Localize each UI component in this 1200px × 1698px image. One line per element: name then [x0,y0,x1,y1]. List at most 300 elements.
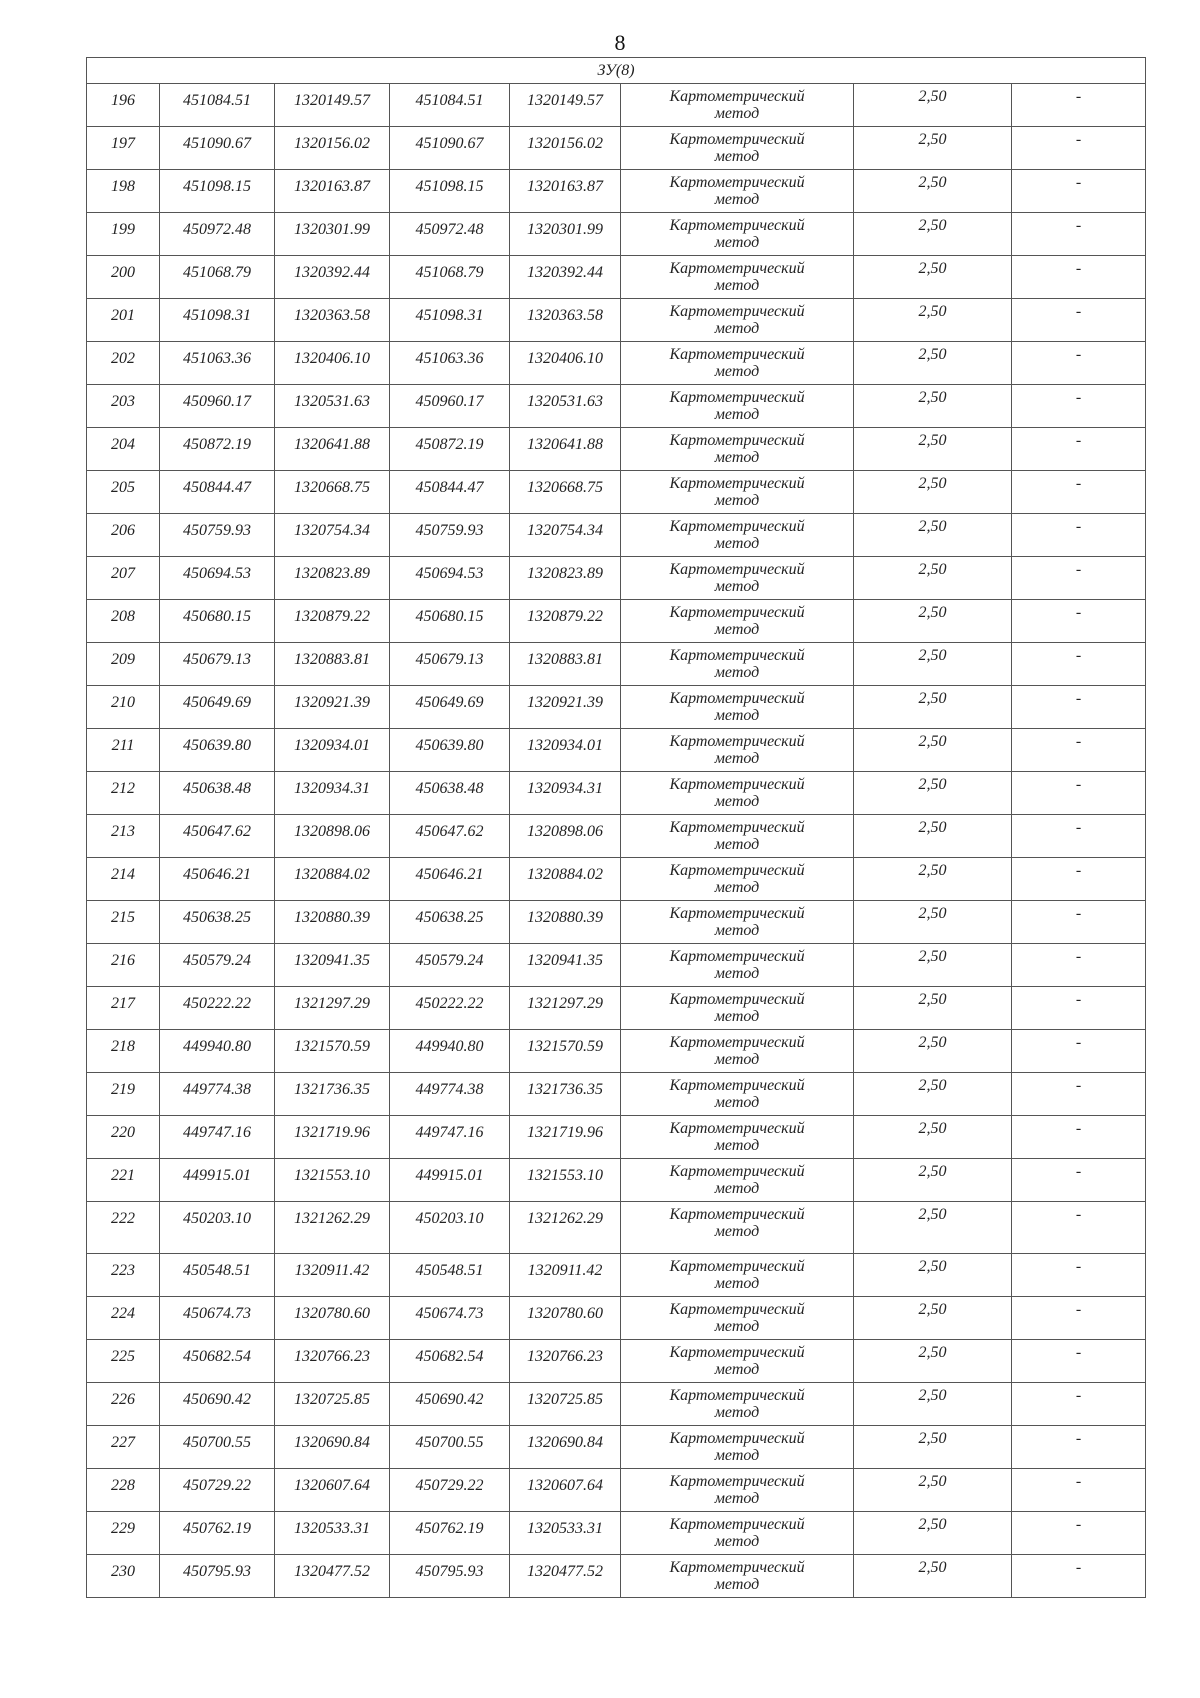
table-row [87,686,1146,729]
point-number-cell: 211 [87,729,160,772]
method-line-2: метод [714,1576,760,1593]
point-number-cell: 226 [87,1383,160,1426]
method-cell [621,1512,854,1555]
method-line-2: метод [714,449,760,466]
note-cell: - [1012,643,1146,686]
table-row [87,428,1146,471]
table-row [87,299,1146,342]
y-new-cell: 1321297.29 [510,987,621,1030]
y-existing-cell: 1320477.52 [275,1555,390,1598]
method-line-2: метод [714,1447,760,1464]
method-line-2: метод [714,750,760,767]
point-number-cell: 221 [87,1159,160,1202]
y-existing-cell: 1320163.87 [275,170,390,213]
x-existing-cell: 450694.53 [160,557,275,600]
y-new-cell: 1320392.44 [510,256,621,299]
x-existing-cell: 451098.15 [160,170,275,213]
x-new-cell: 451098.31 [390,299,510,342]
y-new-cell: 1320766.23 [510,1340,621,1383]
x-new-cell: 450638.48 [390,772,510,815]
x-existing-cell: 450972.48 [160,213,275,256]
x-new-cell: 450759.93 [390,514,510,557]
accuracy-cell: 2,50 [854,815,1012,858]
note-cell: - [1012,858,1146,901]
y-new-cell: 1320406.10 [510,342,621,385]
method-cell [621,1073,854,1116]
method-line-2: метод [714,1275,760,1292]
table-row [87,901,1146,944]
y-existing-cell: 1321553.10 [275,1159,390,1202]
x-new-cell: 450579.24 [390,944,510,987]
y-existing-cell: 1320880.39 [275,901,390,944]
y-existing-cell: 1320392.44 [275,256,390,299]
y-existing-cell: 1321297.29 [275,987,390,1030]
table-row [87,1159,1146,1202]
y-existing-cell: 1321262.29 [275,1202,390,1254]
method-line-2: метод [714,1533,760,1550]
x-new-cell: 450682.54 [390,1340,510,1383]
table-row [87,385,1146,428]
table-row [87,471,1146,514]
x-existing-cell: 450729.22 [160,1469,275,1512]
method-line-1: Картометрический [669,690,805,707]
method-cell [621,1297,854,1340]
y-new-cell: 1320301.99 [510,213,621,256]
method-line-2: метод [714,621,760,638]
x-existing-cell: 450674.73 [160,1297,275,1340]
note-cell: - [1012,987,1146,1030]
note-cell: - [1012,729,1146,772]
x-existing-cell: 451084.51 [160,84,275,127]
y-new-cell: 1320879.22 [510,600,621,643]
method-cell [621,1469,854,1512]
y-new-cell: 1320725.85 [510,1383,621,1426]
method-line-2: метод [714,1008,760,1025]
point-number-cell: 217 [87,987,160,1030]
y-new-cell: 1320934.01 [510,729,621,772]
method-line-2: метод [714,535,760,552]
table-row [87,729,1146,772]
y-new-cell: 1320641.88 [510,428,621,471]
method-line-2: метод [714,1180,760,1197]
note-cell: - [1012,815,1146,858]
x-new-cell: 450679.13 [390,643,510,686]
method-line-1: Картометрический [669,1473,805,1490]
method-line-1: Картометрический [669,819,805,836]
x-new-cell: 451084.51 [390,84,510,127]
point-number-cell: 216 [87,944,160,987]
point-number-cell: 212 [87,772,160,815]
accuracy-cell: 2,50 [854,643,1012,686]
table-row [87,1512,1146,1555]
note-cell: - [1012,514,1146,557]
table-row [87,1073,1146,1116]
method-line-1: Картометрический [669,948,805,965]
y-new-cell: 1320363.58 [510,299,621,342]
y-new-cell: 1320780.60 [510,1297,621,1340]
table-row [87,944,1146,987]
note-cell: - [1012,1512,1146,1555]
x-existing-cell: 449747.16 [160,1116,275,1159]
accuracy-cell: 2,50 [854,342,1012,385]
x-existing-cell: 450682.54 [160,1340,275,1383]
note-cell: - [1012,1073,1146,1116]
accuracy-cell: 2,50 [854,686,1012,729]
method-line-1: Картометрический [669,1206,805,1223]
note-cell: - [1012,1469,1146,1512]
method-cell [621,342,854,385]
x-existing-cell: 450579.24 [160,944,275,987]
note-cell: - [1012,1116,1146,1159]
point-number-cell: 201 [87,299,160,342]
y-new-cell: 1320898.06 [510,815,621,858]
method-line-2: метод [714,793,760,810]
y-existing-cell: 1320934.01 [275,729,390,772]
table-row [87,1116,1146,1159]
table-row [87,600,1146,643]
x-new-cell: 450646.21 [390,858,510,901]
y-new-cell: 1320880.39 [510,901,621,944]
x-new-cell: 450700.55 [390,1426,510,1469]
method-cell [621,1116,854,1159]
note-cell: - [1012,557,1146,600]
y-new-cell: 1320883.81 [510,643,621,686]
method-line-2: метод [714,836,760,853]
method-line-2: метод [714,234,760,251]
y-new-cell: 1320607.64 [510,1469,621,1512]
method-line-1: Картометрический [669,905,805,922]
point-number-cell: 219 [87,1073,160,1116]
accuracy-cell: 2,50 [854,729,1012,772]
method-cell [621,1383,854,1426]
point-number-cell: 210 [87,686,160,729]
y-existing-cell: 1320754.34 [275,514,390,557]
x-existing-cell: 450680.15 [160,600,275,643]
method-line-1: Картометрический [669,346,805,363]
y-existing-cell: 1320780.60 [275,1297,390,1340]
method-cell [621,127,854,170]
accuracy-cell: 2,50 [854,1030,1012,1073]
accuracy-cell: 2,50 [854,1512,1012,1555]
y-existing-cell: 1320531.63 [275,385,390,428]
table-row [87,256,1146,299]
accuracy-cell: 2,50 [854,514,1012,557]
point-number-cell: 222 [87,1202,160,1254]
note-cell: - [1012,342,1146,385]
method-line-1: Картометрический [669,1344,805,1361]
table-row [87,1340,1146,1383]
x-existing-cell: 450639.80 [160,729,275,772]
accuracy-cell: 2,50 [854,471,1012,514]
x-existing-cell: 451063.36 [160,342,275,385]
method-line-1: Картометрический [669,88,805,105]
point-number-cell: 204 [87,428,160,471]
method-line-1: Картометрический [669,174,805,191]
method-cell [621,987,854,1030]
y-new-cell: 1321262.29 [510,1202,621,1254]
accuracy-cell: 2,50 [854,1202,1012,1254]
x-existing-cell: 451090.67 [160,127,275,170]
point-number-cell: 205 [87,471,160,514]
method-cell [621,1340,854,1383]
accuracy-cell: 2,50 [854,1159,1012,1202]
method-cell [621,643,854,686]
y-existing-cell: 1320156.02 [275,127,390,170]
point-number-cell: 228 [87,1469,160,1512]
y-existing-cell: 1321719.96 [275,1116,390,1159]
x-existing-cell: 450960.17 [160,385,275,428]
table-body [87,58,1146,1598]
method-cell [621,944,854,987]
method-line-1: Картометрический [669,604,805,621]
accuracy-cell: 2,50 [854,1254,1012,1297]
method-line-1: Картометрический [669,260,805,277]
y-new-cell: 1320533.31 [510,1512,621,1555]
y-existing-cell: 1320149.57 [275,84,390,127]
x-new-cell: 450690.42 [390,1383,510,1426]
method-line-1: Картометрический [669,1387,805,1404]
y-existing-cell: 1320766.23 [275,1340,390,1383]
method-line-1: Картометрический [669,647,805,664]
table-row [87,1202,1146,1254]
y-new-cell: 1321719.96 [510,1116,621,1159]
y-existing-cell: 1320921.39 [275,686,390,729]
x-existing-cell: 450844.47 [160,471,275,514]
table-row [87,84,1146,127]
y-new-cell: 1320477.52 [510,1555,621,1598]
y-existing-cell: 1321570.59 [275,1030,390,1073]
y-existing-cell: 1320363.58 [275,299,390,342]
x-new-cell: 450795.93 [390,1555,510,1598]
y-new-cell: 1320163.87 [510,170,621,213]
y-existing-cell: 1320911.42 [275,1254,390,1297]
table-row [87,858,1146,901]
coordinates-table [86,57,1146,1598]
method-cell [621,1030,854,1073]
x-existing-cell: 450690.42 [160,1383,275,1426]
y-new-cell: 1320690.84 [510,1426,621,1469]
x-new-cell: 449747.16 [390,1116,510,1159]
point-number-cell: 229 [87,1512,160,1555]
table-row [87,1426,1146,1469]
method-line-2: метод [714,1490,760,1507]
method-cell [621,772,854,815]
note-cell: - [1012,772,1146,815]
x-new-cell: 451090.67 [390,127,510,170]
x-existing-cell: 450700.55 [160,1426,275,1469]
note-cell: - [1012,1383,1146,1426]
x-new-cell: 449915.01 [390,1159,510,1202]
y-new-cell: 1320668.75 [510,471,621,514]
accuracy-cell: 2,50 [854,1116,1012,1159]
y-existing-cell: 1320883.81 [275,643,390,686]
note-cell: - [1012,600,1146,643]
accuracy-cell: 2,50 [854,1297,1012,1340]
y-new-cell: 1320941.35 [510,944,621,987]
table-row [87,342,1146,385]
method-line-1: Картометрический [669,1559,805,1576]
method-cell [621,858,854,901]
note-cell: - [1012,1030,1146,1073]
x-new-cell: 450548.51 [390,1254,510,1297]
method-line-2: метод [714,105,760,122]
method-cell [621,557,854,600]
method-line-1: Картометрический [669,862,805,879]
x-new-cell: 451068.79 [390,256,510,299]
accuracy-cell: 2,50 [854,557,1012,600]
note-cell: - [1012,1297,1146,1340]
y-new-cell: 1320911.42 [510,1254,621,1297]
point-number-cell: 208 [87,600,160,643]
point-number-cell: 213 [87,815,160,858]
accuracy-cell: 2,50 [854,1469,1012,1512]
accuracy-cell: 2,50 [854,385,1012,428]
method-line-1: Картометрический [669,1034,805,1051]
table-row [87,815,1146,858]
method-cell [621,1202,854,1254]
x-new-cell: 450972.48 [390,213,510,256]
x-new-cell: 450762.19 [390,1512,510,1555]
method-line-2: метод [714,1094,760,1111]
method-line-1: Картометрический [669,776,805,793]
method-line-1: Картометрический [669,389,805,406]
accuracy-cell: 2,50 [854,1340,1012,1383]
method-line-2: метод [714,922,760,939]
y-existing-cell: 1320898.06 [275,815,390,858]
method-cell [621,1426,854,1469]
y-existing-cell: 1320406.10 [275,342,390,385]
method-line-1: Картометрический [669,303,805,320]
note-cell: - [1012,1340,1146,1383]
accuracy-cell: 2,50 [854,299,1012,342]
method-line-2: метод [714,320,760,337]
method-cell [621,428,854,471]
method-line-1: Картометрический [669,1301,805,1318]
y-new-cell: 1320156.02 [510,127,621,170]
method-line-2: метод [714,879,760,896]
x-new-cell: 450639.80 [390,729,510,772]
method-cell [621,729,854,772]
table-row [87,772,1146,815]
note-cell: - [1012,256,1146,299]
note-cell: - [1012,1555,1146,1598]
x-existing-cell: 450638.48 [160,772,275,815]
accuracy-cell: 2,50 [854,1383,1012,1426]
table-row [87,1254,1146,1297]
method-line-2: метод [714,578,760,595]
method-line-2: метод [714,406,760,423]
x-existing-cell: 450872.19 [160,428,275,471]
point-number-cell: 199 [87,213,160,256]
point-number-cell: 227 [87,1426,160,1469]
x-new-cell: 450674.73 [390,1297,510,1340]
method-cell [621,471,854,514]
x-new-cell: 450203.10 [390,1202,510,1254]
table-row [87,514,1146,557]
method-line-1: Картометрический [669,518,805,535]
y-new-cell: 1321553.10 [510,1159,621,1202]
y-existing-cell: 1320641.88 [275,428,390,471]
section-label: ЗУ(8) [87,58,1146,84]
method-line-2: метод [714,1404,760,1421]
x-existing-cell: 450646.21 [160,858,275,901]
method-line-2: метод [714,1318,760,1335]
y-existing-cell: 1320934.31 [275,772,390,815]
y-existing-cell: 1320690.84 [275,1426,390,1469]
x-existing-cell: 450649.69 [160,686,275,729]
method-line-2: метод [714,1137,760,1154]
point-number-cell: 225 [87,1340,160,1383]
x-existing-cell: 450795.93 [160,1555,275,1598]
point-number-cell: 206 [87,514,160,557]
x-new-cell: 450872.19 [390,428,510,471]
x-existing-cell: 450638.25 [160,901,275,944]
y-new-cell: 1321736.35 [510,1073,621,1116]
x-new-cell: 450960.17 [390,385,510,428]
accuracy-cell: 2,50 [854,256,1012,299]
note-cell: - [1012,1202,1146,1254]
point-number-cell: 224 [87,1297,160,1340]
x-existing-cell: 451068.79 [160,256,275,299]
method-line-1: Картометрический [669,1258,805,1275]
method-line-1: Картометрический [669,432,805,449]
y-existing-cell: 1320301.99 [275,213,390,256]
table-row [87,1383,1146,1426]
accuracy-cell: 2,50 [854,600,1012,643]
point-number-cell: 203 [87,385,160,428]
method-cell [621,1159,854,1202]
x-existing-cell: 449915.01 [160,1159,275,1202]
note-cell: - [1012,127,1146,170]
method-cell [621,385,854,428]
method-line-1: Картометрический [669,561,805,578]
method-line-2: метод [714,1051,760,1068]
table-row [87,1469,1146,1512]
y-existing-cell: 1320823.89 [275,557,390,600]
x-existing-cell: 450548.51 [160,1254,275,1297]
note-cell: - [1012,299,1146,342]
method-cell [621,213,854,256]
x-existing-cell: 450759.93 [160,514,275,557]
x-existing-cell: 449940.80 [160,1030,275,1073]
method-line-2: метод [714,965,760,982]
y-existing-cell: 1321736.35 [275,1073,390,1116]
x-new-cell: 449940.80 [390,1030,510,1073]
method-line-2: метод [714,1223,760,1240]
method-line-1: Картометрический [669,1077,805,1094]
method-line-1: Картометрический [669,1516,805,1533]
note-cell: - [1012,1159,1146,1202]
note-cell: - [1012,213,1146,256]
method-line-1: Картометрический [669,991,805,1008]
note-cell: - [1012,901,1146,944]
method-line-1: Картометрический [669,733,805,750]
note-cell: - [1012,385,1146,428]
x-existing-cell: 450679.13 [160,643,275,686]
x-new-cell: 450694.53 [390,557,510,600]
method-cell [621,514,854,557]
method-cell [621,815,854,858]
note-cell: - [1012,471,1146,514]
x-new-cell: 450647.62 [390,815,510,858]
method-line-2: метод [714,191,760,208]
method-cell [621,1254,854,1297]
method-line-1: Картометрический [669,475,805,492]
method-cell [621,600,854,643]
point-number-cell: 209 [87,643,160,686]
accuracy-cell: 2,50 [854,944,1012,987]
method-line-2: метод [714,1361,760,1378]
